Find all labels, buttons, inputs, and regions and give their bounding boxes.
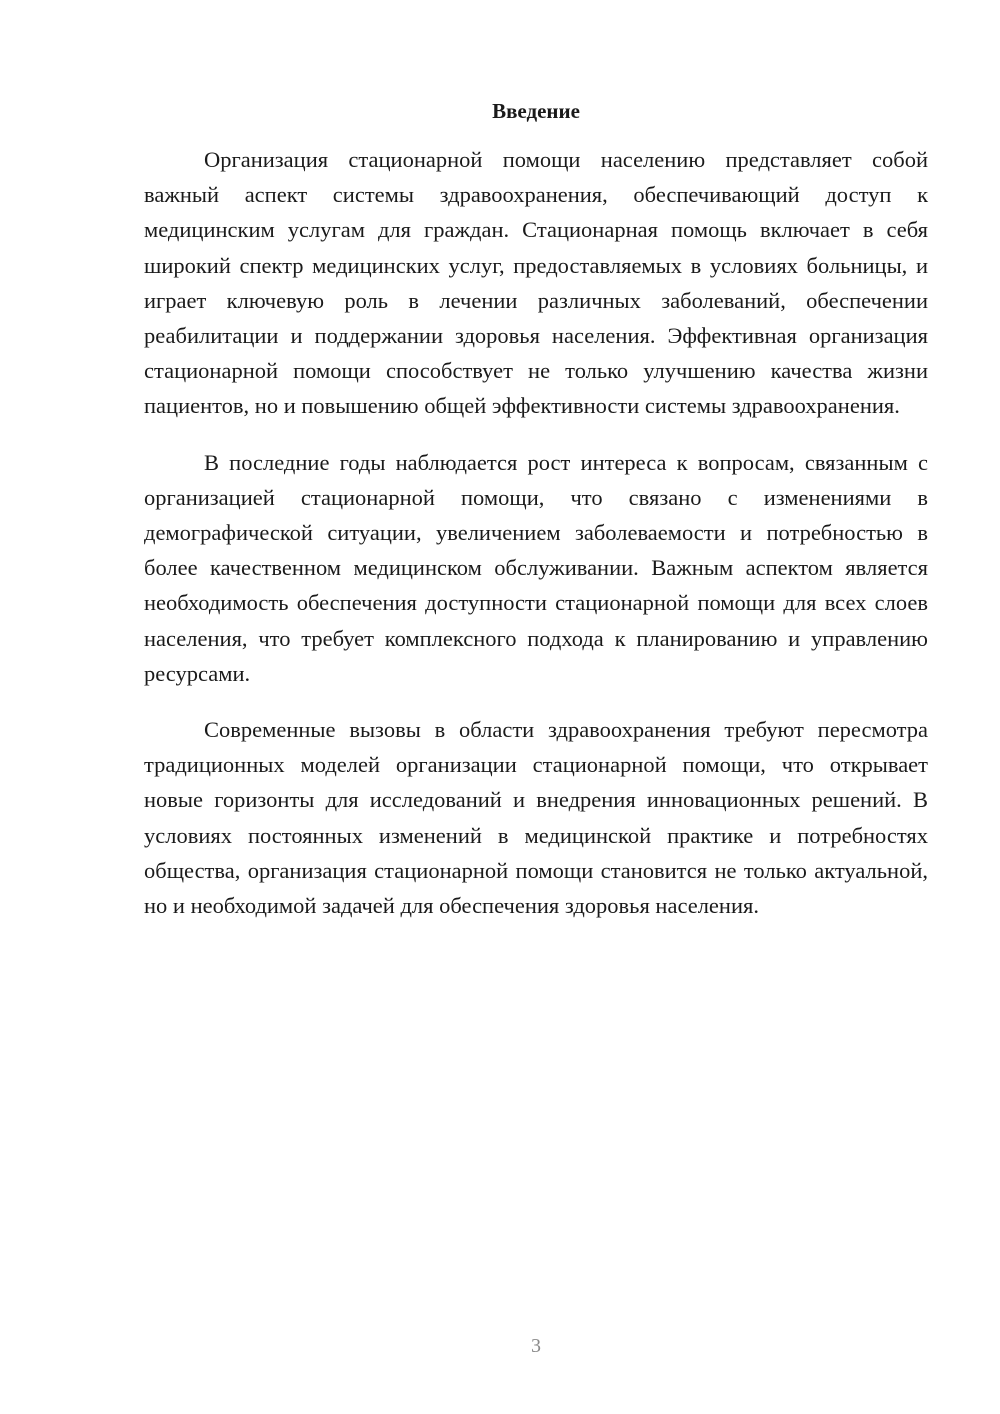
paragraph: В последние годы наблюдается рост интереса к вопросам, связанным с организацией стационарной помощи, что связано с изменениями в демографической ситуации, увеличением заболеваемости и потребностью в более качественном медицинском обслуживании. Важным аспектом является необходимость обеспечения доступности стационарной помощи для всех слоев населения, что требует комплексного подхода к планированию и управлению ресурсами. <box>144 449 928 686</box>
page-number: 3 <box>531 1335 541 1357</box>
section-heading: Введение <box>492 99 580 123</box>
paragraph: Современные вызовы в области здравоохранения требуют пересмотра традиционных моделей организации стационарной помощи, что открывает новые горизонты для исследований и внедрения инновационных решений. В условиях постоянных изменений в медицинской практике и потребностях общества, организация стационарной помощи становится не только актуальной, но и необходимой задачей для обеспечения здоровья населения. <box>144 717 928 919</box>
body-text <box>144 142 928 944</box>
paragraph: Организация стационарной помощи населению представляет собой важный аспект системы здравоохранения, обеспечивающий доступ к медицинским услугам для граждан. Стационарная помощь включает в себя широкий спектр медицинских услуг, предоставляемых в условиях больницы, и играет ключевую роль в лечении различных заболеваний, обеспечении реабилитации и поддержании здоровья населения. Эффективная организация стационарной помощи способствует не только улучшению качества жизни пациентов, но и повышению общей эффективности системы здравоохранения. <box>144 147 928 419</box>
